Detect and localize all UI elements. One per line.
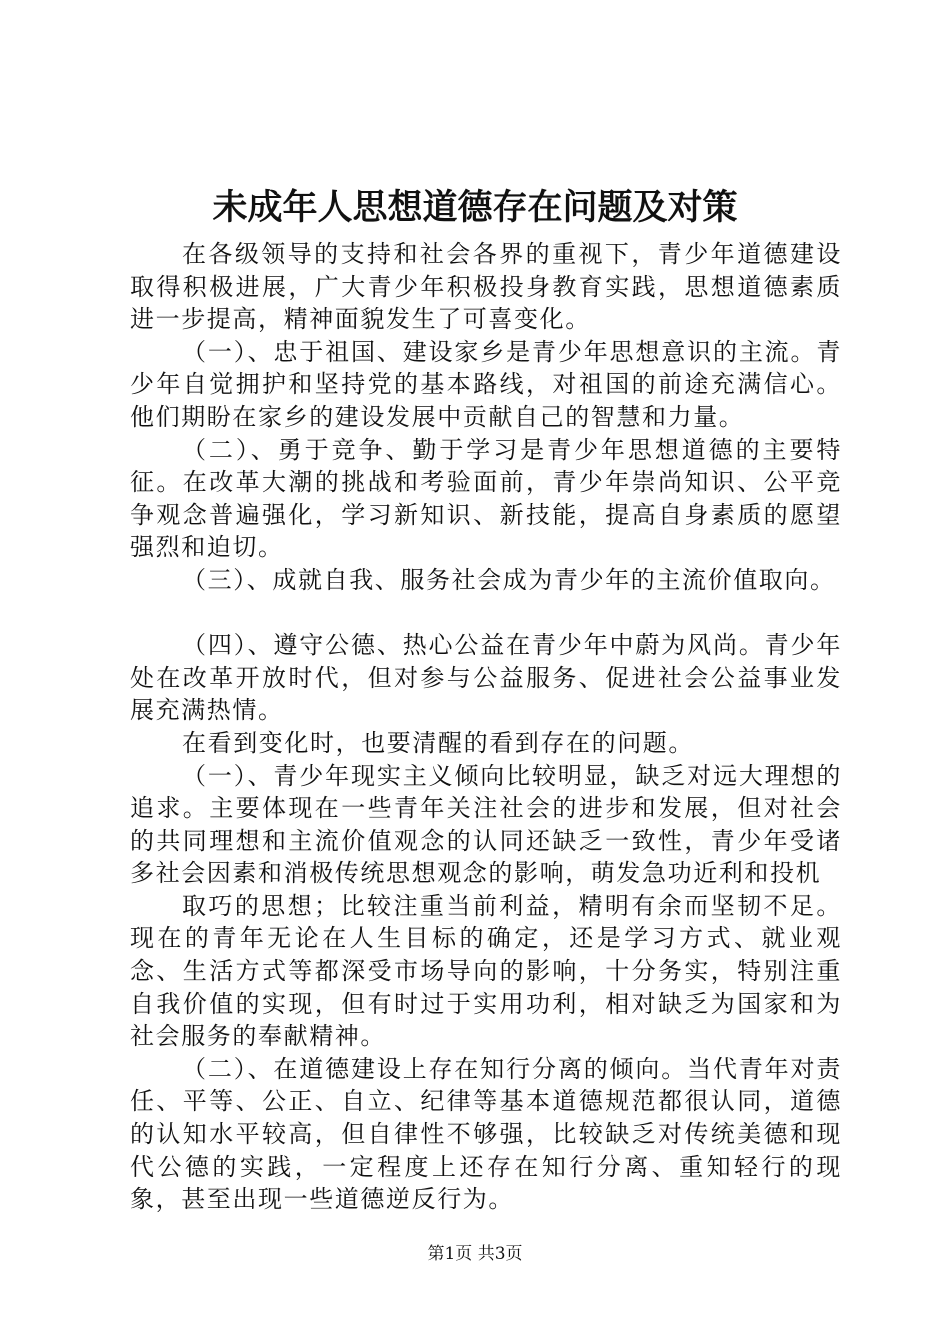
paragraph-intro: 在各级领导的支持和社会各界的重视下，青少年道德建设取得积极进展，广大青少年积极投身教育实践，思想道德素质进一步提高，精神面貌发生了可喜变化。 bbox=[130, 240, 842, 334]
paragraph-spacer bbox=[130, 597, 842, 630]
page-footer: 第1页 共3页 bbox=[427, 1244, 523, 1264]
paragraph-problem-1-cont: 取巧的思想；比较注重当前利益，精明有余而坚韧不足。现在的青年无论在人生目标的确定，还是学习方式、就业观念、生活方式等都深受市场导向的影响，十分务实，特别注重自我价值的实现，但有时过于实用功利，相对缺乏为国家和为社会服务的奉献精神。 bbox=[130, 891, 842, 1051]
paragraph-problems-intro: 在看到变化时，也要清醒的看到存在的问题。 bbox=[182, 728, 694, 757]
document-title: 未成年人思想道德存在问题及对策 bbox=[212, 187, 738, 228]
paragraph-point-2: （二）、勇于竞争、勤于学习是青少年思想道德的主要特征。在改革大潮的挑战和考验面前，青少年崇尚知识、公平竞争观念普遍强化，学习新知识、新技能，提高自身素质的愿望强烈和迫切。 bbox=[130, 435, 842, 562]
paragraph-point-4: （四）、遵守公德、热心公益在青少年中蔚为风尚。青少年处在改革开放时代，但对参与公益服务、促进社会公益事业发展充满热情。 bbox=[130, 631, 842, 725]
paragraph-point-1: （一）、忠于祖国、建设家乡是青少年思想意识的主流。青少年自觉拥护和坚持党的基本路线，对祖国的前途充满信心。他们期盼在家乡的建设发展中贡献自己的智慧和力量。 bbox=[130, 337, 842, 431]
paragraph-point-3: （三）、成就自我、服务社会成为青少年的主流价值取向。 bbox=[182, 565, 836, 594]
document-body bbox=[130, 238, 842, 1216]
paragraph-problem-1: （一）、青少年现实主义倾向比较明显，缺乏对远大理想的追求。主要体现在一些青年关注社会的进步和发展，但对社会的共同理想和主流价值观念的认同还缺乏一致性，青少年受诸多社会因素和消极传统思想观念的影响，萌发急功近利和投机 bbox=[130, 761, 842, 888]
paragraph-problem-2: （二）、在道德建设上存在知行分离的倾向。当代青年对责任、平等、公正、自立、纪律等基本道德规范都很认同，道德的认知水平较高，但自律性不够强，比较缺乏对传统美德和现代公德的实践，一定程度上还存在知行分离、重知轻行的现象，甚至出现一些道德逆反行为。 bbox=[130, 1054, 842, 1214]
